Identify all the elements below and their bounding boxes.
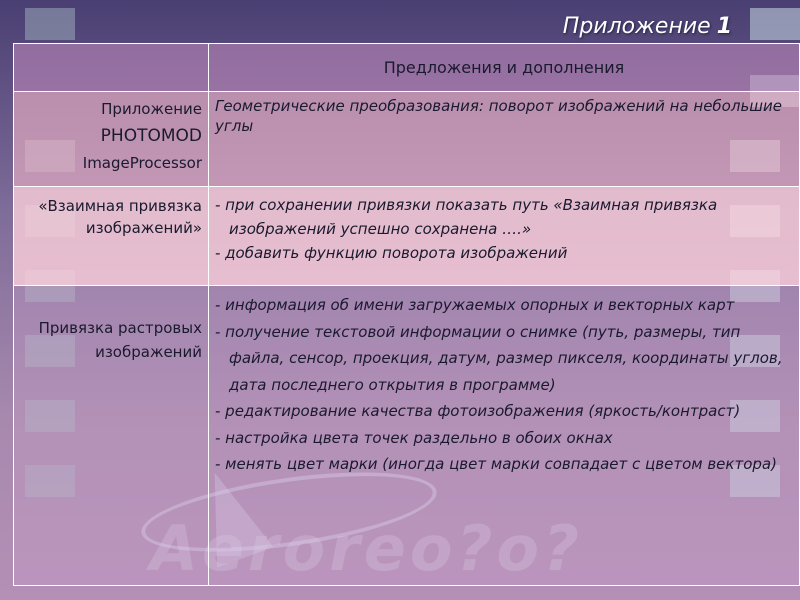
label-line: ImageProcessor bbox=[82, 154, 202, 172]
row-label-photomod bbox=[14, 92, 209, 187]
row-label-mutual-binding bbox=[14, 187, 209, 286]
content-line: Геометрические преобразования: поворот изображений на небольшие углы bbox=[215, 97, 782, 135]
table-header-row bbox=[14, 44, 800, 92]
content-line: - редактирование качества фотоизображения (яркость/контраст) bbox=[215, 402, 741, 420]
content-line: - получение текстовой информации о снимке (путь, размеры, тип файла, сенсор, проекция, датум, размер пикселя, координаты углов, дата последнего открытия в программе) bbox=[215, 322, 783, 394]
table-row bbox=[14, 286, 800, 586]
slide-title-number: 1 bbox=[716, 14, 732, 39]
table-row bbox=[14, 187, 800, 286]
label-line: Привязка растровых изображений bbox=[38, 319, 202, 361]
proposals-table bbox=[13, 43, 800, 586]
header-cell-empty bbox=[14, 44, 209, 92]
table-row bbox=[14, 92, 800, 187]
logo-watermark: Aeroreo?o? bbox=[150, 512, 583, 585]
content-line: - информация об имени загружаемых опорных и векторных карт bbox=[215, 296, 735, 314]
header-cell-proposals: Предложения и дополнения bbox=[209, 44, 800, 92]
label-line: «Взаимная привязка изображений» bbox=[38, 197, 202, 237]
slide-title-word: Приложение bbox=[562, 14, 711, 39]
content-line: - менять цвет марки (иногда цвет марки совпадает с цветом вектора) bbox=[215, 455, 777, 473]
content-line: - при сохранении привязки показать путь «Взаимная привязка изображений успешно сохранена ….» bbox=[215, 196, 718, 238]
label-line: Приложение bbox=[101, 100, 202, 118]
row-label-raster-binding bbox=[14, 286, 209, 586]
row-content-mutual-binding bbox=[209, 187, 800, 286]
content-line: - добавить функцию поворота изображений bbox=[215, 244, 568, 262]
label-line: PHOTOMOD bbox=[100, 126, 202, 146]
row-content-raster-binding bbox=[209, 286, 800, 586]
slide-title bbox=[563, 14, 732, 39]
row-content-photomod bbox=[209, 92, 800, 187]
content-line: - настройка цвета точек раздельно в обоих окнах bbox=[215, 428, 613, 447]
